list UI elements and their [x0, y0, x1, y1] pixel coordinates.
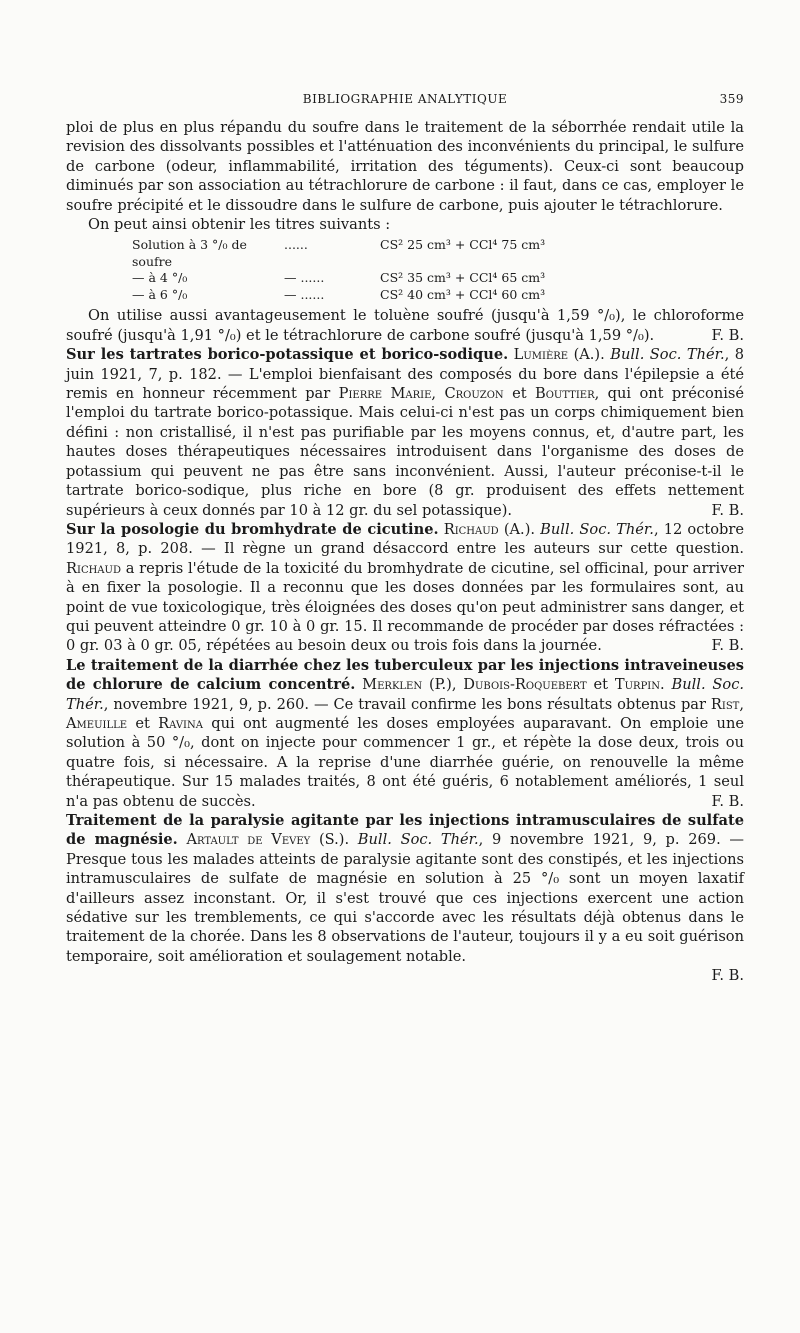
- article-4: [66, 811, 744, 966]
- article-journal: Bull. Soc. Thér.: [540, 520, 654, 538]
- article-author: Artault de Vevey (S.).: [186, 831, 350, 849]
- table-dots: — ......: [284, 286, 325, 302]
- article-journal: Bull. Soc. Thér.: [610, 346, 725, 364]
- running-title: BIBLIOGRAPHIE ANALYTIQUE: [302, 92, 508, 106]
- article-ref: , novembre 1921, 9, p. 260. —: [103, 695, 329, 713]
- article-title: Traitement de la paralysie agitante par les injections intramusculaires de sulfate de magnésie.: [66, 812, 744, 849]
- article-body-lead: L'emploi bienfaisant des composés du bore dans l'épilepsie a été remis en honneur récemment par: [66, 365, 744, 403]
- article-cited-names: Pierre Marie, Crouzon: [338, 385, 504, 403]
- table-value: CS² 25 cm³ + CCl⁴ 75 cm³: [380, 237, 546, 253]
- running-head: [66, 92, 744, 110]
- table-label: — à 4 °/₀: [132, 270, 188, 286]
- table-label: — à 6 °/₀: [132, 286, 188, 302]
- article-journal: Bull. Soc. Thér.: [357, 831, 479, 849]
- article-cited-names: Richaud: [66, 559, 121, 577]
- intro-paragraph: ploi de plus en plus répandu du soufre dans le traitement de la séborrhée rendait utile la revision des dissolvants possibles et l'atténuation des inconvénients du principal, le sulfure de carbone (odeur, inflammabilité, irritation des téguments). Ceux-ci sont beaucoup diminués par son association au tétrachlorure de carbone : il faut, dans ce cas, employer le soufre précipité et le dissoudre dans le sulfure de carbone, puis ajouter le tétrachlorure.: [66, 119, 744, 214]
- article-ref: , 12 octobre 1921, 8, p. 208. —: [66, 520, 744, 558]
- article-cited-name2: Bouttier: [534, 385, 595, 403]
- article-body-rest: a repris l'étude de la toxicité du bromhydrate de cicutine, sel officinal, pour arriver à en fixer la posologie. Il a reconnu que les doses données par les formulaires sont, au point de vue toxicologique, très éloignées des doses qu'on peut administrer sans danger, et qui peuvent atteindre 0 gr. 10 à 0 gr. 15. Il recommande de procéder par doses réfractées : 0 gr. 03 à 0 gr. 05, répétées au besoin deux ou trois fois dans la journée.: [66, 559, 744, 655]
- article-body-lead: Il règne un grand désaccord entre les auteurs sur cette question.: [223, 540, 745, 558]
- article-et: et: [503, 385, 535, 403]
- signature: F. B.: [711, 792, 744, 810]
- signature: F. B.: [711, 637, 744, 655]
- page-body: [66, 118, 744, 986]
- signature: F. B.: [711, 967, 744, 985]
- article-body-rest: , qui ont préconisé l'emploi du tartrate borico-potassique. Mais celui-ci n'est pas un corps chimiquement bien défini : non cristallisé, il n'est pas purifiable par les moyens connus, et, d'autre part, les hautes doses thérapeutiques nécessaires introduisent dans l'organisme des doses de potassium qui peuvent ne pas être sans inconvénient. Aussi, l'auteur préconise-t-il le tartrate borico-sodique, plus riche en bore (8 gr. produisent des effets nettement supérieurs à ceux donnés par 10 à 12 gr. du sel potassique).: [66, 385, 745, 519]
- table-row: [132, 287, 744, 304]
- article-body-lead: Ce travail confirme les bons résultats obtenus par: [333, 695, 706, 713]
- table-dots: ......: [284, 237, 308, 253]
- article-et: et: [127, 714, 159, 732]
- article-cited-names: Rist, Ameuille: [66, 695, 744, 732]
- article-cited-name2: Ravina: [158, 714, 203, 732]
- signature: F. B.: [711, 501, 744, 519]
- intro-conclusion: [66, 306, 744, 345]
- intro-conclusion-text: On utilise aussi avantageusement le toluène soufré (jusqu'à 1,59 °/₀), le chloroforme soufré (jusqu'à 1,91 °/₀) et le tétrachlorure de carbone soufré (jusqu'à 1,59 °/₀).: [66, 307, 744, 344]
- solution-table: [132, 237, 744, 303]
- table-row: [132, 237, 744, 270]
- article-ref: , 9 novembre 1921, 9, p. 269. —: [478, 831, 745, 849]
- article-journal: Bull. Soc. Thér.: [66, 676, 745, 713]
- table-row: [132, 270, 744, 287]
- article-author: Merklen (P.), Dubois-Roquebert: [362, 676, 587, 694]
- article-author-et: et: [586, 676, 615, 694]
- page-number: 359: [719, 92, 744, 106]
- table-value: CS² 40 cm³ + CCl⁴ 60 cm³: [380, 286, 546, 302]
- table-dots: — ......: [284, 270, 325, 286]
- table-label: Solution à 3 °/₀ de soufre: [132, 237, 247, 269]
- article-title: Le traitement de la diarrhée chez les tuberculeux par les injections intraveineuses de chlorure de calcium concentré.: [66, 656, 744, 694]
- article-author: Richaud (A.).: [443, 520, 536, 538]
- article-ref: , 8 juin 1921, 7, p. 182. —: [66, 346, 745, 383]
- article-body-rest: qui ont augmenté les doses employées auparavant. On emploie une solution à 50 °/₀, dont on injecte pour commencer 1 gr., et répète la dose deux, trois ou quatre fois, si nécessaire. A la reprise d'une diarrhée guérie, on renouvelle la même thérapeutique. Sur 15 malades traités, 8 ont été guéris, 6 notablement améliorés, 1 seul n'a pas obtenu de succès.: [66, 714, 744, 810]
- article-author: Lumière (A.).: [513, 346, 605, 364]
- article-title: Sur la posologie du bromhydrate de cicutine.: [66, 520, 439, 538]
- intro-lead: On peut ainsi obtenir les titres suivants :: [88, 216, 391, 234]
- table-value: CS² 35 cm³ + CCl⁴ 65 cm³: [380, 270, 546, 286]
- signature: F. B.: [711, 326, 744, 344]
- article-1: [66, 345, 744, 520]
- article-author2: Turpin.: [614, 676, 665, 694]
- article-title: Sur les tartrates borico-potassique et borico-sodique.: [66, 346, 509, 364]
- article-2: [66, 520, 744, 656]
- article-body-lead: Presque tous les malades atteints de paralysie agitante sont des constipés, et les injections intramusculaires de sulfate de magnésie en solution à 25 °/₀ sont un moyen laxatif d'ailleurs assez inconstant. Or, il s'est trouvé que ces injections exercent une action sédative sur les tremblements, ce qui s'accorde avec les résultats déjà obtenus dans le traitement de la chorée. Dans les 8 observations de l'auteur, toujours il y a eu soit guérison temporaire, soit amélioration et soulagement notable.: [66, 850, 744, 965]
- article-3: [66, 656, 744, 811]
